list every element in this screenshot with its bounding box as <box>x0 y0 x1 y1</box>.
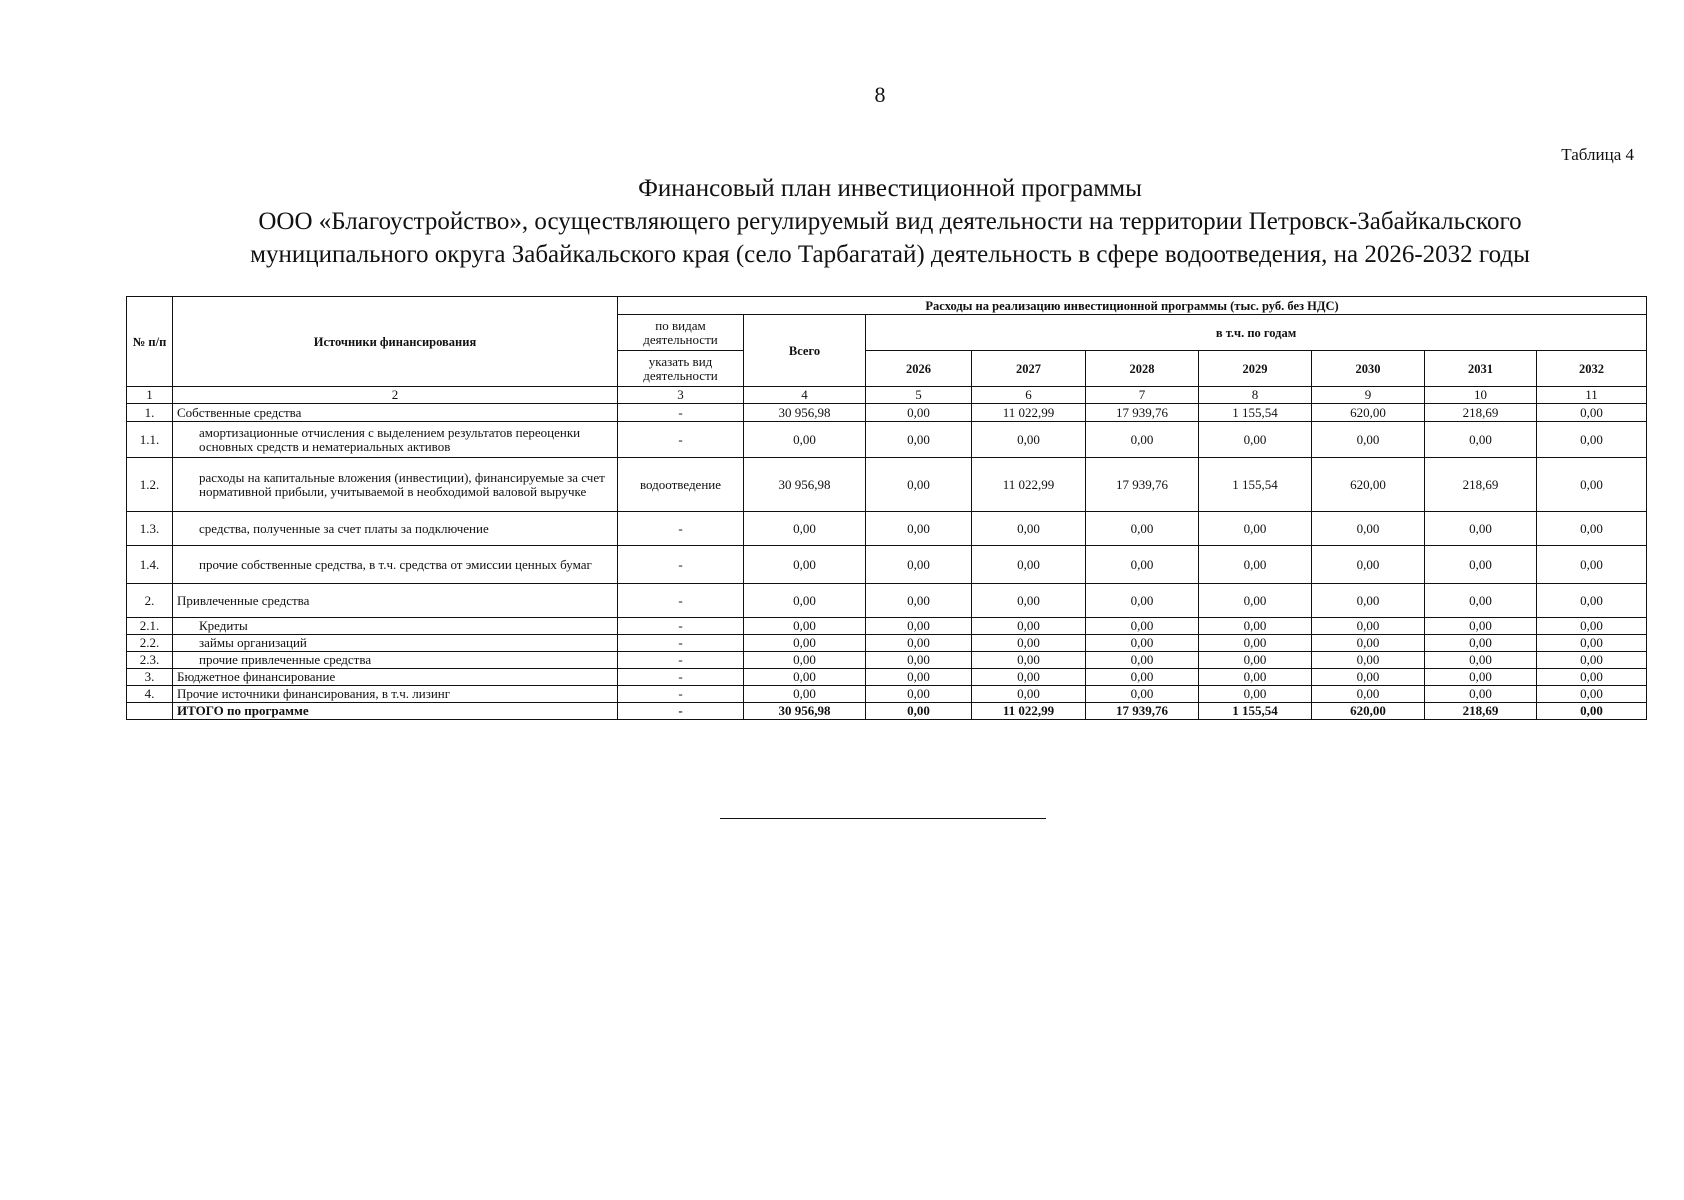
table-row <box>127 546 1647 584</box>
year-value: 0,00 <box>1537 703 1647 720</box>
row-number: 2.3. <box>127 652 173 669</box>
year-value: 0,00 <box>1312 584 1425 618</box>
source-name: амортизационные отчисления с выделением результатов переоценки основных средств и нематериальных активов <box>173 422 618 458</box>
activity-type: - <box>618 686 744 703</box>
header-year: 2031 <box>1425 351 1537 387</box>
table-row <box>127 404 1647 422</box>
year-value: 11 022,99 <box>972 458 1086 512</box>
column-number: 9 <box>1312 387 1425 404</box>
column-number: 7 <box>1086 387 1199 404</box>
row-number: 1.4. <box>127 546 173 584</box>
year-value: 0,00 <box>1312 512 1425 546</box>
year-value: 0,00 <box>1312 686 1425 703</box>
year-value: 0,00 <box>1425 686 1537 703</box>
document-title <box>120 172 1660 271</box>
source-name: ИТОГО по программе <box>173 703 618 720</box>
header-total: Всего <box>744 315 866 387</box>
table-row <box>127 422 1647 458</box>
year-value: 0,00 <box>1425 618 1537 635</box>
year-value: 0,00 <box>1086 652 1199 669</box>
total-value: 30 956,98 <box>744 458 866 512</box>
year-value: 0,00 <box>866 686 972 703</box>
table-row <box>127 458 1647 512</box>
year-value: 0,00 <box>866 652 972 669</box>
header-year: 2028 <box>1086 351 1199 387</box>
activity-type: - <box>618 635 744 652</box>
year-value: 0,00 <box>1199 584 1312 618</box>
year-value: 0,00 <box>1537 635 1647 652</box>
year-value: 0,00 <box>1537 422 1647 458</box>
row-number: 2.2. <box>127 635 173 652</box>
year-value: 17 939,76 <box>1086 458 1199 512</box>
source-name: расходы на капитальные вложения (инвестиции), финансируемые за счет нормативной прибыли, учитываемой в необходимой валовой выручке <box>173 458 618 512</box>
header-expenses: Расходы на реализацию инвестиционной программы (тыс. руб. без НДС) <box>618 297 1647 315</box>
year-value: 0,00 <box>1199 652 1312 669</box>
year-value: 0,00 <box>1086 584 1199 618</box>
year-value: 620,00 <box>1312 404 1425 422</box>
year-value: 0,00 <box>1537 652 1647 669</box>
source-name: Кредиты <box>173 618 618 635</box>
column-number: 4 <box>744 387 866 404</box>
year-value: 0,00 <box>972 635 1086 652</box>
year-value: 0,00 <box>1086 512 1199 546</box>
year-value: 0,00 <box>1425 652 1537 669</box>
table-row <box>127 618 1647 635</box>
column-number: 3 <box>618 387 744 404</box>
year-value: 0,00 <box>1199 669 1312 686</box>
year-value: 0,00 <box>1086 422 1199 458</box>
year-value: 218,69 <box>1425 404 1537 422</box>
year-value: 0,00 <box>972 669 1086 686</box>
source-name: прочие собственные средства, в т.ч. средства от эмиссии ценных бумаг <box>173 546 618 584</box>
activity-type: - <box>618 618 744 635</box>
title-line-2: ООО «Благоустройство», осуществляющего регулируемый вид деятельности на территории Петровск-Забайкальского <box>258 208 1522 235</box>
column-number: 1 <box>127 387 173 404</box>
year-value: 0,00 <box>1199 512 1312 546</box>
year-value: 0,00 <box>1425 512 1537 546</box>
year-value: 0,00 <box>1312 635 1425 652</box>
total-value: 0,00 <box>744 635 866 652</box>
year-value: 0,00 <box>1199 618 1312 635</box>
year-value: 0,00 <box>1086 618 1199 635</box>
source-name: прочие привлеченные средства <box>173 652 618 669</box>
row-number: 2.1. <box>127 618 173 635</box>
footer-divider <box>720 818 1046 819</box>
activity-type: - <box>618 404 744 422</box>
column-number: 11 <box>1537 387 1647 404</box>
total-value: 0,00 <box>744 618 866 635</box>
year-value: 11 022,99 <box>972 703 1086 720</box>
table-row <box>127 584 1647 618</box>
total-value: 0,00 <box>744 584 866 618</box>
year-value: 0,00 <box>972 546 1086 584</box>
year-value: 0,00 <box>1425 669 1537 686</box>
year-value: 0,00 <box>972 686 1086 703</box>
total-row <box>127 703 1647 720</box>
table-row <box>127 652 1647 669</box>
header-year: 2032 <box>1537 351 1647 387</box>
table-label: Таблица 4 <box>1561 145 1634 164</box>
total-value: 0,00 <box>744 652 866 669</box>
year-value: 0,00 <box>1086 635 1199 652</box>
row-number: 1.3. <box>127 512 173 546</box>
year-value: 620,00 <box>1312 458 1425 512</box>
row-number: 1.1. <box>127 422 173 458</box>
column-number: 6 <box>972 387 1086 404</box>
source-name: средства, полученные за счет платы за подключение <box>173 512 618 546</box>
year-value: 0,00 <box>1425 584 1537 618</box>
activity-type: водоотведение <box>618 458 744 512</box>
year-value: 218,69 <box>1425 703 1537 720</box>
activity-type: - <box>618 422 744 458</box>
year-value: 11 022,99 <box>972 404 1086 422</box>
table-row <box>127 686 1647 703</box>
total-value: 0,00 <box>744 422 866 458</box>
year-value: 0,00 <box>866 512 972 546</box>
year-value: 0,00 <box>1312 652 1425 669</box>
financial-plan-table <box>126 296 1647 720</box>
year-value: 0,00 <box>1086 546 1199 584</box>
year-value: 0,00 <box>866 458 972 512</box>
year-value: 620,00 <box>1312 703 1425 720</box>
title-line-1: Финансовый план инвестиционной программы <box>638 175 1142 202</box>
year-value: 0,00 <box>1425 422 1537 458</box>
year-value: 0,00 <box>1312 669 1425 686</box>
header-source: Источники финансирования <box>173 297 618 387</box>
year-value: 0,00 <box>1199 686 1312 703</box>
header-activity-bottom: указать вид деятельности <box>618 351 744 387</box>
header-activity-top: по видам деятельности <box>618 315 744 351</box>
year-value: 0,00 <box>1537 404 1647 422</box>
source-name: Собственные средства <box>173 404 618 422</box>
table-row <box>127 635 1647 652</box>
column-number: 5 <box>866 387 972 404</box>
year-value: 0,00 <box>972 512 1086 546</box>
year-value: 0,00 <box>1537 458 1647 512</box>
activity-type: - <box>618 512 744 546</box>
year-value: 0,00 <box>1199 635 1312 652</box>
total-value: 0,00 <box>744 669 866 686</box>
header-by-years: в т.ч. по годам <box>866 315 1647 351</box>
header-year: 2029 <box>1199 351 1312 387</box>
year-value: 1 155,54 <box>1199 703 1312 720</box>
title-line-3: муниципального округа Забайкальского края (село Тарбагатай) деятельность в сфере водоотведения, на 2026-2032 годы <box>250 241 1530 268</box>
row-number: 2. <box>127 584 173 618</box>
year-value: 17 939,76 <box>1086 404 1199 422</box>
year-value: 0,00 <box>1537 584 1647 618</box>
year-value: 0,00 <box>1312 422 1425 458</box>
row-number: 3. <box>127 669 173 686</box>
row-number: 1.2. <box>127 458 173 512</box>
header-year: 2026 <box>866 351 972 387</box>
total-value: 0,00 <box>744 686 866 703</box>
header-num: № п/п <box>127 297 173 387</box>
total-value: 30 956,98 <box>744 703 866 720</box>
year-value: 0,00 <box>1425 635 1537 652</box>
activity-type: - <box>618 546 744 584</box>
total-value: 30 956,98 <box>744 404 866 422</box>
year-value: 0,00 <box>866 404 972 422</box>
year-value: 0,00 <box>866 422 972 458</box>
year-value: 1 155,54 <box>1199 458 1312 512</box>
year-value: 0,00 <box>866 546 972 584</box>
source-name: Бюджетное финансирование <box>173 669 618 686</box>
activity-type: - <box>618 584 744 618</box>
source-name: Прочие источники финансирования, в т.ч. лизинг <box>173 686 618 703</box>
row-number <box>127 703 173 720</box>
total-value: 0,00 <box>744 546 866 584</box>
header-year: 2030 <box>1312 351 1425 387</box>
year-value: 0,00 <box>1537 618 1647 635</box>
column-number-row <box>127 387 1647 404</box>
year-value: 0,00 <box>866 584 972 618</box>
year-value: 0,00 <box>866 618 972 635</box>
page-number: 8 <box>874 82 886 107</box>
source-name: Привлеченные средства <box>173 584 618 618</box>
source-name: займы организаций <box>173 635 618 652</box>
activity-type: - <box>618 703 744 720</box>
row-number: 4. <box>127 686 173 703</box>
year-value: 0,00 <box>1312 618 1425 635</box>
activity-type: - <box>618 669 744 686</box>
header-year: 2027 <box>972 351 1086 387</box>
year-value: 0,00 <box>972 652 1086 669</box>
year-value: 0,00 <box>1537 686 1647 703</box>
year-value: 0,00 <box>1425 546 1537 584</box>
year-value: 0,00 <box>1537 669 1647 686</box>
year-value: 0,00 <box>1537 546 1647 584</box>
year-value: 0,00 <box>1086 686 1199 703</box>
column-number: 10 <box>1425 387 1537 404</box>
row-number: 1. <box>127 404 173 422</box>
total-value: 0,00 <box>744 512 866 546</box>
year-value: 0,00 <box>972 422 1086 458</box>
year-value: 0,00 <box>972 584 1086 618</box>
year-value: 0,00 <box>866 703 972 720</box>
year-value: 0,00 <box>1086 669 1199 686</box>
column-number: 8 <box>1199 387 1312 404</box>
table-row <box>127 669 1647 686</box>
column-number: 2 <box>173 387 618 404</box>
year-value: 0,00 <box>1312 546 1425 584</box>
year-value: 0,00 <box>1537 512 1647 546</box>
activity-type: - <box>618 652 744 669</box>
year-value: 0,00 <box>1199 422 1312 458</box>
year-value: 0,00 <box>972 618 1086 635</box>
year-value: 218,69 <box>1425 458 1537 512</box>
year-value: 17 939,76 <box>1086 703 1199 720</box>
table-row <box>127 512 1647 546</box>
year-value: 0,00 <box>866 635 972 652</box>
year-value: 1 155,54 <box>1199 404 1312 422</box>
year-value: 0,00 <box>866 669 972 686</box>
year-value: 0,00 <box>1199 546 1312 584</box>
